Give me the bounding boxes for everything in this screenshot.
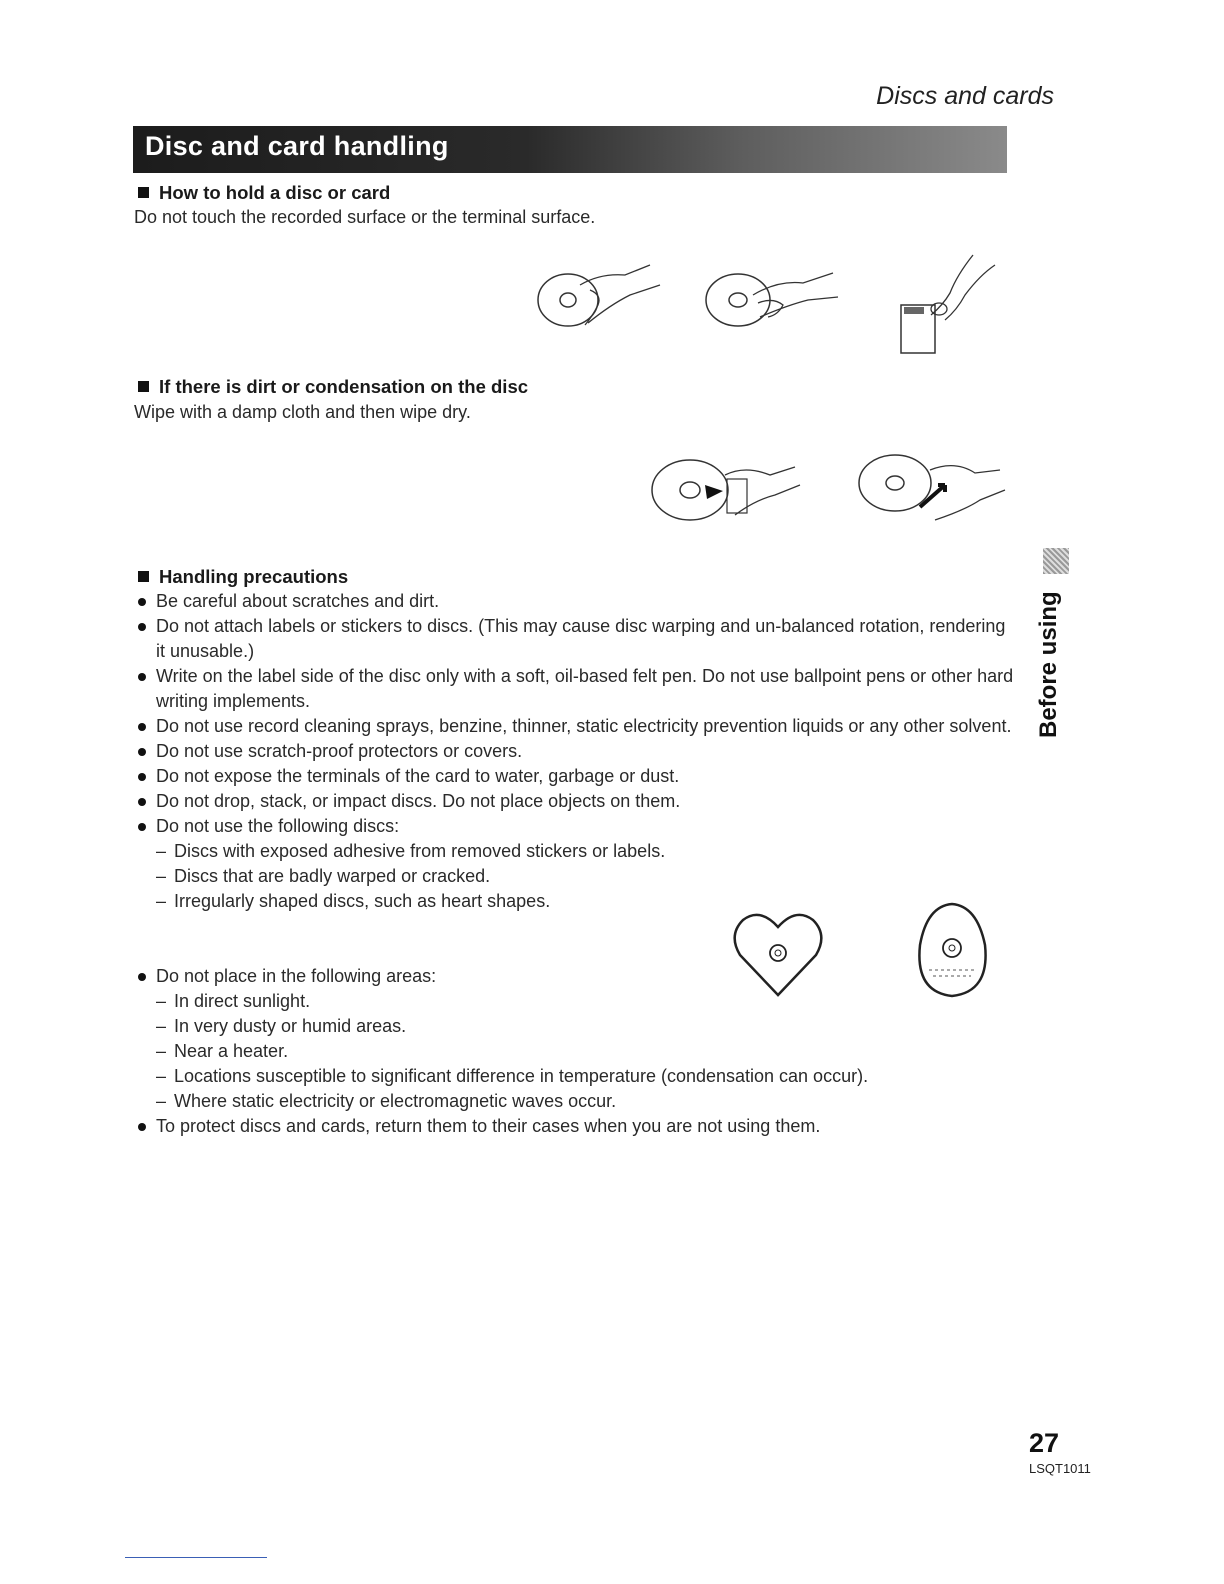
hold-card-illustration	[895, 245, 1015, 360]
side-tab-label: Before using	[1035, 591, 1062, 738]
bullet-icon	[138, 623, 146, 631]
square-bullet-icon	[138, 187, 149, 198]
sub-list-item: – Where static electricity or electromagnetic waves occur.	[156, 1091, 617, 1111]
precautions-list	[134, 589, 1014, 1139]
list-item: Do not place in the following areas:	[134, 964, 1014, 989]
square-bullet-icon	[138, 381, 149, 392]
bullet-icon	[138, 673, 146, 681]
sub-list-item: – In very dusty or humid areas.	[156, 1016, 407, 1036]
list-item: Do not expose the terminals of the card to water, garbage or dust.	[134, 764, 1014, 789]
list-item: Do not drop, stack, or impact discs. Do not place objects on them.	[134, 789, 1014, 814]
sub-list-item: – Discs with exposed adhesive from removed stickers or labels.	[156, 841, 666, 861]
heading-precautions	[138, 566, 348, 588]
list-item: Be careful about scratches and dirt.	[134, 589, 1014, 614]
list-item: Do not use record cleaning sprays, benzine, thinner, static electricity prevention liquids or any other solvent.	[134, 714, 1014, 739]
bullet-icon	[138, 798, 146, 806]
wipe-disc-illustration-2	[850, 445, 1010, 540]
heading-hold	[138, 182, 390, 204]
list-item: Write on the label side of the disc only with a soft, oil-based felt pen. Do not use ballpoint pens or other hard writing implements.	[134, 664, 1014, 714]
section-banner	[133, 126, 1007, 173]
list-item: Do not use the following discs:	[134, 814, 1014, 839]
heading-precautions-text: Handling precautions	[159, 566, 349, 587]
heading-dirt	[138, 376, 528, 398]
hold-disc-illustration-1	[530, 245, 680, 345]
list-item: Do not attach labels or stickers to discs. (This may cause disc warping and un-balanced rotation, rendering it unusable.)	[134, 614, 1014, 664]
sub-list-item: – Locations susceptible to significant difference in temperature (condensation can occur).	[156, 1066, 869, 1086]
odd-shape-disc-illustration	[915, 900, 990, 1000]
side-tab-marker	[1043, 548, 1069, 574]
bullet-icon	[138, 1123, 146, 1131]
banner-title: Disc and card handling	[145, 131, 449, 161]
hold-text: Do not touch the recorded surface or the terminal surface.	[134, 207, 596, 227]
bullet-icon	[138, 773, 146, 781]
page-number: 27	[1029, 1428, 1060, 1458]
heading-hold-text: How to hold a disc or card	[159, 182, 391, 203]
dirt-text: Wipe with a damp cloth and then wipe dry.	[134, 402, 471, 422]
sub-list-item: – In direct sunlight.	[156, 991, 311, 1011]
sub-list-item: – Near a heater.	[156, 1041, 289, 1061]
bullet-icon	[138, 598, 146, 606]
section-label: Discs and cards	[876, 82, 1054, 110]
heading-dirt-text: If there is dirt or condensation on the disc	[159, 376, 529, 397]
bullet-icon	[138, 723, 146, 731]
list-item: To protect discs and cards, return them to their cases when you are not using them.	[134, 1114, 1014, 1139]
square-bullet-icon	[138, 571, 149, 582]
footer-rule	[125, 1557, 267, 1558]
heart-disc-illustration	[728, 905, 828, 1000]
sub-list-item: – Irregularly shaped discs, such as heart shapes.	[156, 891, 551, 911]
sub-list-item: – Discs that are badly warped or cracked.	[156, 866, 491, 886]
bullet-icon	[138, 973, 146, 981]
wipe-disc-illustration-1	[645, 445, 810, 540]
bullet-icon	[138, 748, 146, 756]
hold-disc-illustration-2	[698, 245, 848, 345]
list-item: Do not use scratch-proof protectors or covers.	[134, 739, 1014, 764]
document-code: LSQT1011	[1029, 1461, 1091, 1476]
bullet-icon	[138, 823, 146, 831]
